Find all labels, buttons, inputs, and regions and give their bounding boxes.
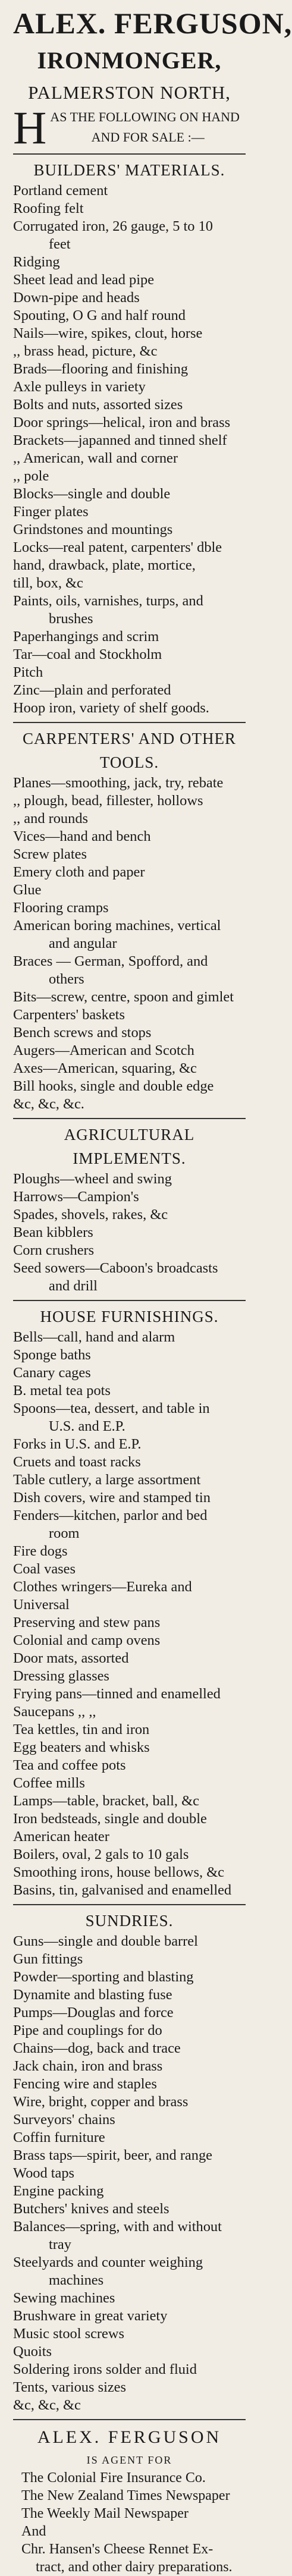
list-item xyxy=(13,1933,246,1950)
list-item xyxy=(13,917,246,953)
list-item xyxy=(13,574,246,592)
item-text: Sponge baths xyxy=(13,1347,91,1363)
list-item xyxy=(13,432,246,450)
item-text: Iron bedsteads, single and double xyxy=(13,1811,207,1827)
item-text: Canary cages xyxy=(13,1365,91,1381)
item-text: Powder—sporting and blasting xyxy=(13,1969,194,1985)
item-text: Fire dogs xyxy=(13,1543,68,1559)
item-text: Cruets and toast racks xyxy=(13,1454,141,1470)
list-item xyxy=(13,2289,246,2307)
list-item xyxy=(13,1846,246,1864)
list-item xyxy=(13,218,246,253)
item-text: Axle pulleys in variety xyxy=(13,379,146,395)
item-text: &c, &c, &c. xyxy=(13,1096,84,1112)
list-item xyxy=(13,1757,246,1774)
list-item xyxy=(13,1489,246,1507)
list-item xyxy=(13,1774,246,1792)
list-item xyxy=(13,1471,246,1489)
item-text: Jack chain, iron and brass xyxy=(13,2058,163,2074)
item-text: Tea and coffee pots xyxy=(13,1757,126,1773)
item-text: Axes—American, squaring, &c xyxy=(13,1060,197,1076)
item-text: Pipe and couplings for do xyxy=(13,2022,162,2038)
item-continuation: others xyxy=(49,971,84,987)
list-item xyxy=(13,646,246,664)
item-continuation: U.S. and E.P. xyxy=(49,1418,125,1434)
item-text: Augers—American and Scotch xyxy=(13,1042,194,1058)
item-list xyxy=(13,182,246,717)
list-item xyxy=(13,1188,246,1206)
item-text: Fencing wire and staples xyxy=(13,2076,157,2092)
item-text: Egg beaters and whisks xyxy=(13,1739,150,1755)
list-item xyxy=(13,899,246,917)
list-item xyxy=(13,2343,246,2361)
list-item xyxy=(13,810,246,828)
list-item xyxy=(13,450,246,467)
list-item xyxy=(13,1881,246,1899)
list-item xyxy=(13,1543,246,1560)
item-text: Finger plates xyxy=(13,504,89,520)
item-text: Dish covers, wire and stamped tin xyxy=(13,1490,211,1506)
item-text: Preserving and stew pans xyxy=(13,1614,161,1631)
location: PALMERSTON NORTH, xyxy=(28,82,231,103)
list-item xyxy=(13,863,246,881)
item-text: Portland cement xyxy=(13,183,108,199)
list-item xyxy=(13,1006,246,1024)
item-text: Door mats, assorted xyxy=(13,1650,129,1666)
list-item xyxy=(13,1095,246,1113)
list-item xyxy=(13,2361,246,2379)
list-item xyxy=(13,1242,246,1259)
agency-list xyxy=(13,2469,246,2576)
list-item xyxy=(13,2022,246,2040)
item-text: Saucepans ,, ,, xyxy=(13,1704,96,1720)
list-item xyxy=(13,1024,246,1042)
intro xyxy=(13,102,246,153)
list-item xyxy=(13,521,246,539)
item-text: Roofing felt xyxy=(13,200,84,216)
item-text: Spouting, O G and half round xyxy=(13,307,186,323)
list-item xyxy=(13,1060,246,1077)
item-text: Dynamite and blasting fuse xyxy=(13,1987,172,2003)
drop-cap: H xyxy=(13,102,47,153)
list-item xyxy=(13,1400,246,1435)
item-text: Frying pans—tinned and enamelled xyxy=(13,1686,221,1702)
list-item xyxy=(13,485,246,503)
list-item xyxy=(13,307,246,325)
list-item xyxy=(13,1224,246,1242)
list-item xyxy=(13,1986,246,2004)
section-divider xyxy=(13,722,246,723)
section-heading: SUNDRIES. xyxy=(85,1912,174,1930)
item-text: Surveyors' chains xyxy=(13,2112,115,2128)
item-text: B. metal tea pots xyxy=(13,1383,111,1399)
item-text: &c, &c, &c xyxy=(13,2397,81,2413)
agency-item xyxy=(13,2487,246,2505)
item-text: Table cutlery, a large assortment xyxy=(13,1472,201,1488)
item-text: Hoop iron, variety of shelf goods. xyxy=(13,700,209,716)
item-text: Locks—real patent, carpenters' dble xyxy=(13,539,222,555)
item-text: Sheet lead and lead pipe xyxy=(13,272,155,288)
section-heading: HOUSE FURNISHINGS. xyxy=(40,1308,219,1325)
list-item xyxy=(13,2093,246,2111)
item-text: Butchers' knives and steels xyxy=(13,2201,169,2217)
list-item xyxy=(13,1328,246,1346)
trade-title: IRONMONGER, xyxy=(37,47,222,74)
item-text: Paints, oils, varnishes, turps, and xyxy=(13,593,203,609)
list-item xyxy=(13,1739,246,1757)
item-continuation: room xyxy=(49,1525,80,1541)
item-text: Pitch xyxy=(13,664,43,680)
item-text: Brackets—japanned and tinned shelf xyxy=(13,432,227,448)
list-item xyxy=(13,881,246,899)
list-item xyxy=(13,200,246,218)
list-item xyxy=(13,1453,246,1471)
list-item xyxy=(13,1435,246,1453)
list-item xyxy=(13,289,246,307)
item-text: Vices—hand and bench xyxy=(13,828,151,844)
agency-text: And xyxy=(21,2524,46,2539)
item-text: Colonial and camp ovens xyxy=(13,1632,161,1648)
list-item xyxy=(13,539,246,557)
item-text: Planes—smoothing, jack, try, rebate xyxy=(13,775,224,791)
agency-item xyxy=(13,2540,246,2576)
list-item xyxy=(13,1950,246,1968)
footer-name: ALEX. FERGUSON xyxy=(37,2427,222,2447)
list-item xyxy=(13,1259,246,1295)
item-text: till, box, &c xyxy=(13,575,83,591)
section-divider xyxy=(13,1904,246,1905)
list-item xyxy=(13,792,246,810)
item-text: Down-pipe and heads xyxy=(13,290,140,306)
item-text: Basins, tin, galvanised and enamelled xyxy=(13,1882,232,1898)
list-item xyxy=(13,1346,246,1364)
list-item xyxy=(13,1685,246,1703)
list-item xyxy=(13,271,246,289)
list-item xyxy=(13,774,246,792)
list-item xyxy=(13,557,246,574)
list-item xyxy=(13,828,246,846)
item-text: Bells—call, hand and alarm xyxy=(13,1329,175,1345)
item-text: Wood taps xyxy=(13,2165,75,2181)
item-text: Guns—single and double barrel xyxy=(13,1933,198,1949)
item-text: Spoons—tea, dessert, and table in xyxy=(13,1400,210,1416)
item-text: Boilers, oval, 2 gals to 10 gals xyxy=(13,1846,189,1862)
item-text: American heater xyxy=(13,1829,109,1845)
list-item xyxy=(13,1578,246,1614)
item-text: Bench screws and stops xyxy=(13,1025,152,1041)
item-text: Tea kettles, tin and iron xyxy=(13,1721,150,1738)
item-text: ,, and rounds xyxy=(13,811,89,827)
item-text: Chains—dog, back and trace xyxy=(13,2040,181,2056)
item-text: Glue xyxy=(13,882,42,898)
list-item xyxy=(13,2075,246,2093)
item-text: ,, pole xyxy=(13,468,49,484)
agency-text: Chr. Hansen's Cheese Rennet Ex- xyxy=(21,2542,213,2557)
list-item xyxy=(13,1667,246,1685)
agency-item xyxy=(13,2469,246,2487)
item-text: Spades, shovels, rakes, &c xyxy=(13,1207,168,1223)
list-item xyxy=(13,1721,246,1739)
advertiser-name: ALEX. FERGUSON, xyxy=(13,7,292,40)
item-list xyxy=(13,1170,246,1295)
list-item xyxy=(13,1703,246,1721)
list-item xyxy=(13,699,246,717)
list-item xyxy=(13,182,246,200)
item-text: Clothes wringers—Eureka and Universal xyxy=(13,1579,192,1613)
agency-text: The Weekly Mail Newspaper xyxy=(21,2506,189,2521)
list-item xyxy=(13,988,246,1006)
list-item xyxy=(13,2057,246,2075)
list-item xyxy=(13,1170,246,1188)
list-item xyxy=(13,1614,246,1632)
list-item xyxy=(13,2004,246,2022)
item-text: American boring machines, vertical xyxy=(13,918,221,934)
item-continuation: and drill xyxy=(49,1278,98,1294)
item-text: Bolts and nuts, assorted sizes xyxy=(13,397,183,413)
item-text: Soldering irons solder and fluid xyxy=(13,2361,197,2377)
item-list xyxy=(13,774,246,1113)
list-item xyxy=(13,503,246,521)
item-text: Emery cloth and paper xyxy=(13,864,145,880)
sections xyxy=(13,153,246,2414)
agency-continuation: tract, and other dairy preparations. xyxy=(36,2559,233,2575)
section-divider xyxy=(13,153,246,155)
list-item xyxy=(13,343,246,360)
item-continuation: feet xyxy=(49,236,71,252)
item-continuation: brushes xyxy=(49,611,93,627)
item-text: Tar—coal and Stockholm xyxy=(13,646,162,662)
list-item xyxy=(13,592,246,628)
item-text: Seed sowers—Caboon's broadcasts xyxy=(13,1260,218,1276)
list-item xyxy=(13,2307,246,2325)
item-text: Flooring cramps xyxy=(13,900,109,916)
item-text: Door springs—helical, iron and brass xyxy=(13,414,231,431)
list-item xyxy=(13,2254,246,2289)
item-text: Forks in U.S. and E.P. xyxy=(13,1436,142,1452)
item-text: Balances—spring, with and without xyxy=(13,2219,222,2235)
list-item xyxy=(13,1077,246,1095)
item-text: hand, drawback, plate, mortice, xyxy=(13,557,196,573)
item-text: ,, brass head, picture, &c xyxy=(13,343,158,359)
item-text: Sewing machines xyxy=(13,2290,115,2306)
item-text: Dressing glasses xyxy=(13,1668,109,1684)
list-item xyxy=(13,664,246,681)
list-item xyxy=(13,628,246,646)
item-text: Bits—screw, centre, spoon and gimlet xyxy=(13,989,234,1005)
agency-text: The New Zealand Times Newspaper xyxy=(21,2488,230,2503)
item-text: Wire, bright, copper and brass xyxy=(13,2094,189,2110)
item-text: Corn crushers xyxy=(13,1242,95,1258)
item-continuation: and angular xyxy=(49,935,117,951)
item-text: ,, American, wall and corner xyxy=(13,450,178,466)
footer-divider xyxy=(13,2419,246,2420)
item-text: Paperhangings and scrim xyxy=(13,629,159,645)
item-text: Brads—flooring and finishing xyxy=(13,361,189,377)
list-item xyxy=(13,2200,246,2218)
list-item xyxy=(13,681,246,699)
item-text: Bill hooks, single and double edge xyxy=(13,1078,214,1094)
list-item xyxy=(13,1364,246,1382)
list-item xyxy=(13,1632,246,1650)
agency-item xyxy=(13,2505,246,2522)
item-continuation: machines xyxy=(49,2272,104,2288)
list-item xyxy=(13,396,246,414)
item-text: Grindstones and mountings xyxy=(13,522,173,538)
item-text: Ploughs—wheel and swing xyxy=(13,1171,172,1187)
item-text: Steelyards and counter weighing xyxy=(13,2254,203,2270)
list-item xyxy=(13,1968,246,1986)
list-item xyxy=(13,2111,246,2129)
item-text: Ridging xyxy=(13,254,60,270)
intro-line-1: AS THE FOLLOWING ON HAND xyxy=(50,109,240,124)
list-item xyxy=(13,2147,246,2165)
item-text: Coal vases xyxy=(13,1561,76,1577)
list-item xyxy=(13,2040,246,2057)
item-list xyxy=(13,1933,246,2414)
list-item xyxy=(13,360,246,378)
list-item xyxy=(13,1650,246,1667)
section-heading: BUILDERS' MATERIALS. xyxy=(33,161,225,179)
list-item xyxy=(13,414,246,432)
item-text: ,, plough, bead, fillester, hollows xyxy=(13,793,203,809)
item-text: Tents, various sizes xyxy=(13,2379,126,2395)
section-heading: AGRICULTURAL IMPLEMENTS. xyxy=(64,1126,195,1167)
item-text: Smoothing irons, house bellows, &c xyxy=(13,1864,225,1880)
agent-line: IS AGENT FOR xyxy=(86,2454,172,2466)
item-text: Brushware in great variety xyxy=(13,2308,168,2324)
item-text: Quoits xyxy=(13,2343,52,2360)
item-text: Fenders—kitchen, parlor and bed xyxy=(13,1507,208,1523)
list-item xyxy=(13,1792,246,1810)
item-text: Engine packing xyxy=(13,2183,104,2199)
list-item xyxy=(13,253,246,271)
section-divider xyxy=(13,1118,246,1119)
item-text: Braces — German, Spofford, and xyxy=(13,953,208,969)
list-item xyxy=(13,325,246,343)
list-item xyxy=(13,1042,246,1060)
item-text: Nails—wire, spikes, clout, horse xyxy=(13,325,203,341)
list-item xyxy=(13,1864,246,1881)
list-item xyxy=(13,1560,246,1578)
agency-text: The Colonial Fire Insurance Co. xyxy=(21,2470,206,2486)
list-item xyxy=(13,467,246,485)
item-text: Bean kibblers xyxy=(13,1224,93,1240)
item-text: Music stool screws xyxy=(13,2326,124,2342)
section-heading: CARPENTERS' AND OTHER TOOLS. xyxy=(23,730,236,771)
list-item xyxy=(13,2379,246,2396)
list-item xyxy=(13,378,246,396)
item-text: Pumps—Douglas and force xyxy=(13,2005,174,2021)
item-text: Harrows—Campion's xyxy=(13,1189,139,1205)
list-item xyxy=(13,1206,246,1224)
list-item xyxy=(13,846,246,863)
list-item xyxy=(13,1810,246,1828)
item-text: Coffin furniture xyxy=(13,2129,105,2145)
item-text: Blocks—single and double xyxy=(13,486,171,502)
list-item xyxy=(13,2165,246,2182)
section-divider xyxy=(13,1300,246,1301)
item-list xyxy=(13,1328,246,1899)
item-text: Lamps—table, bracket, ball, &c xyxy=(13,1793,199,1809)
item-text: Screw plates xyxy=(13,846,87,862)
item-text: Gun fittings xyxy=(13,1951,83,1967)
list-item xyxy=(13,2182,246,2200)
list-item xyxy=(13,2325,246,2343)
item-text: Brass taps—spirit, beer, and range xyxy=(13,2147,212,2163)
agency-item xyxy=(13,2522,246,2540)
item-text: Coffee mills xyxy=(13,1775,85,1791)
intro-line-2: AND FOR SALE :— xyxy=(91,130,205,144)
list-item xyxy=(13,2396,246,2414)
list-item xyxy=(13,1828,246,1846)
list-item xyxy=(13,1382,246,1400)
list-item xyxy=(13,953,246,988)
item-text: Zinc—plain and perforated xyxy=(13,682,171,698)
item-text: Carpenters' baskets xyxy=(13,1007,125,1023)
item-text: Corrugated iron, 26 gauge, 5 to 10 xyxy=(13,218,213,234)
list-item xyxy=(13,2218,246,2254)
list-item xyxy=(13,2129,246,2147)
list-item xyxy=(13,1507,246,1543)
item-continuation: tray xyxy=(49,2236,71,2253)
